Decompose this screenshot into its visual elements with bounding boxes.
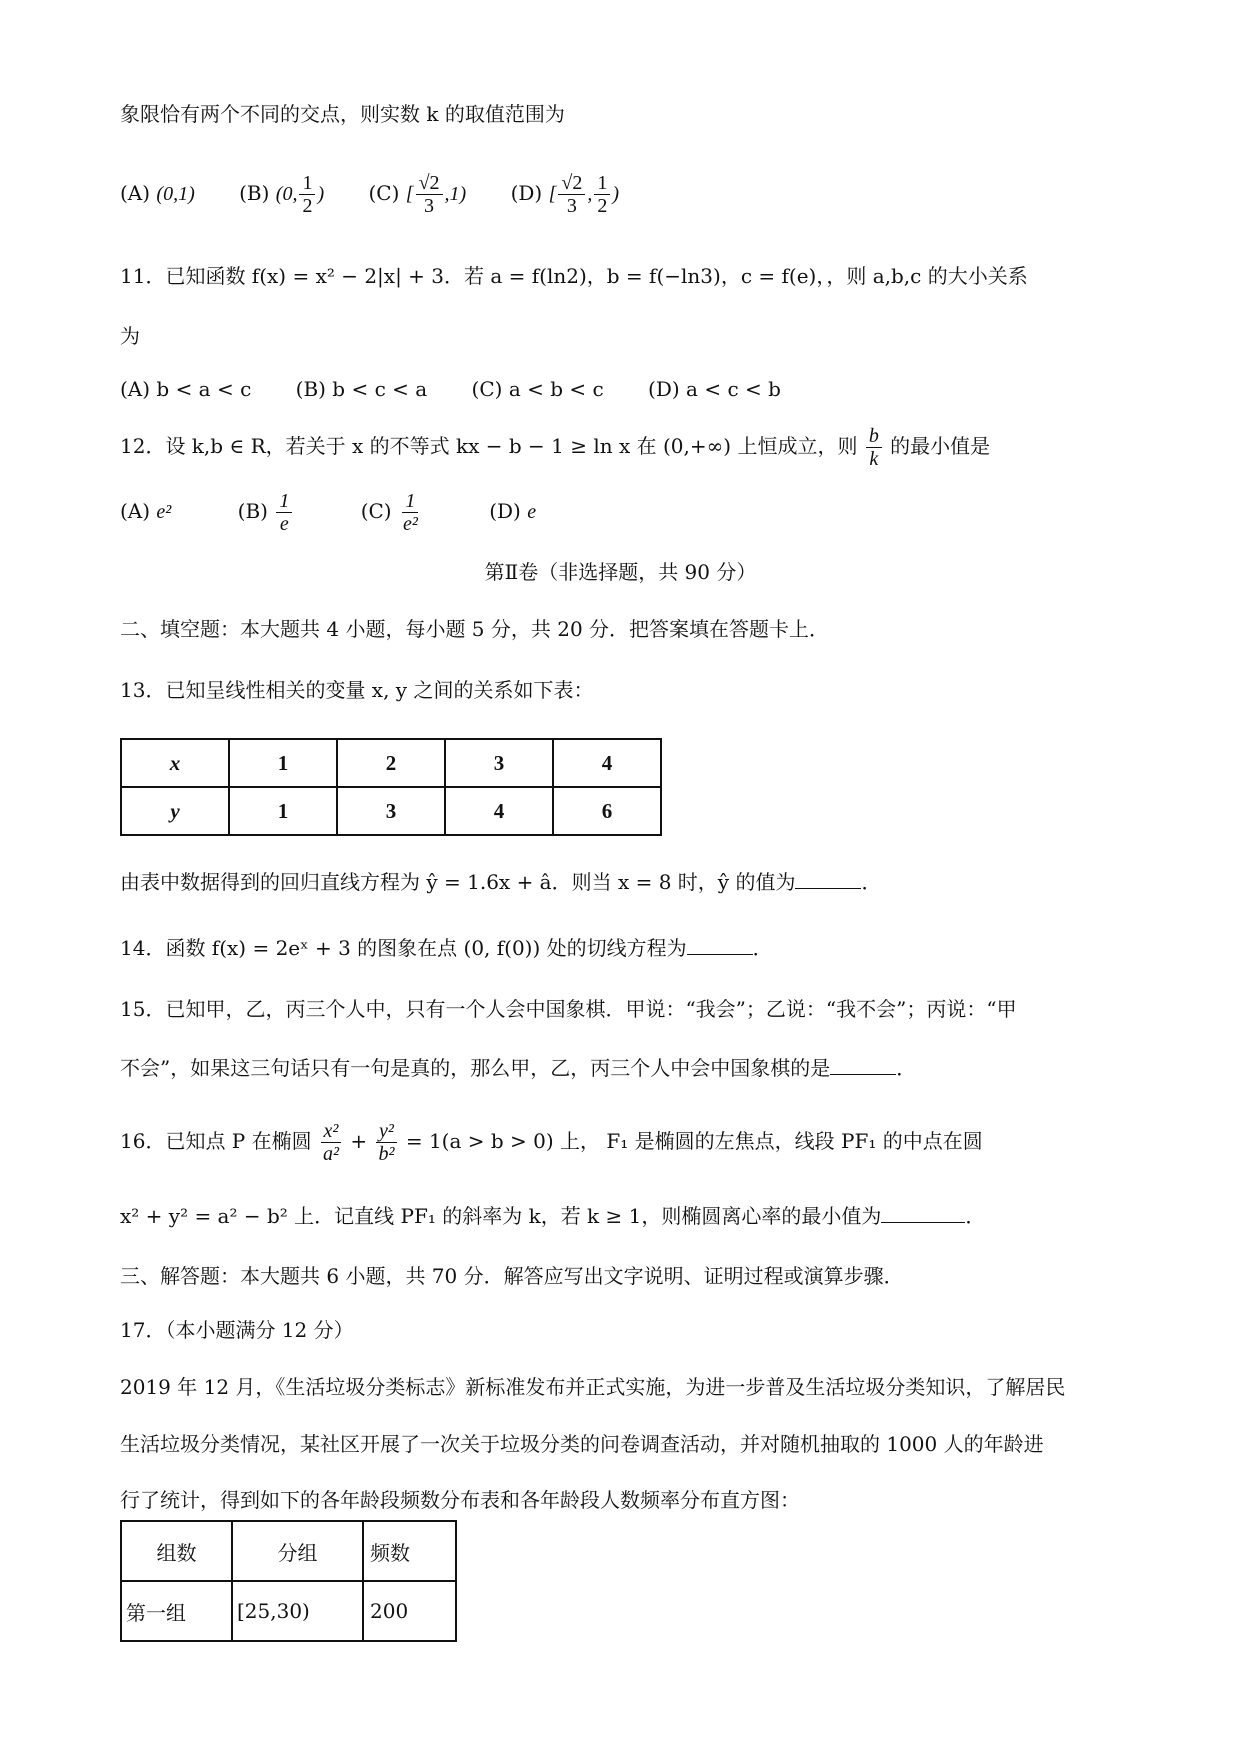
q12-stem: 12．设 k,b ∈ R，若关于 x 的不等式 kx − b − 1 ≥ ln x 在 (0,+∞) 上恒成立，则 $\frac{b}{k}$ 的最小值是	[120, 425, 991, 470]
q10-option-a: (A) (0,1)	[120, 181, 195, 205]
table-cell: 200	[363, 1581, 456, 1641]
part2-title: 第Ⅱ卷（非选择题，共 90 分）	[484, 560, 757, 584]
section2-heading: 二、填空题：本大题共 4 小题，每小题 5 分，共 20 分．把答案填在答题卡上．	[120, 617, 830, 641]
q13-table	[120, 738, 662, 836]
q17-title: 17．（本小题满分 12 分）	[120, 1318, 354, 1342]
table-cell: 4	[553, 739, 661, 787]
q12-option-c: (C) $\frac{1}{\text{e²}}$	[360, 490, 418, 535]
table-cell: 4	[445, 787, 553, 835]
q12-option-d: (D) e	[489, 499, 537, 523]
q15-stem-cont: 不会”，如果这三句话只有一句是真的，那么甲，乙，丙三个人中会中国象棋的是 ．	[120, 1056, 917, 1080]
q17-paragraph-2: 生活垃圾分类情况，某社区开展了一次关于垃圾分类的问卷调查活动，并对随机抽取的 1000 人的年龄进	[120, 1432, 1044, 1456]
table-cell: y	[121, 787, 229, 835]
table-row	[121, 739, 661, 787]
q11-stem: 11．已知函数 f(x) = x² − 2|x| + 3．若 a = f(ln2)，b = f(−ln3)，c = f(e)，，则 a,b,c 的大小关系	[120, 264, 1028, 288]
q11-option-a: (A) b < a < c	[120, 377, 252, 401]
q17-paragraph-1: 2019 年 12 月，《生活垃圾分类标志》新标准发布并正式实施，为进一步普及生活垃圾分类知识，了解居民	[120, 1375, 1066, 1399]
q13-stem: 13．已知呈线性相关的变量 x, y 之间的关系如下表：	[120, 678, 594, 702]
q10-stem-tail: 象限恰有两个不同的交点，则实数 k 的取值范围为	[120, 102, 565, 126]
table-cell: 3	[445, 739, 553, 787]
q11-options	[120, 375, 819, 403]
table-cell: [25,30)	[232, 1581, 363, 1641]
table-row	[121, 787, 661, 835]
table-cell: 2	[337, 739, 445, 787]
table-cell: 第一组	[121, 1581, 232, 1641]
table-header-row	[121, 1521, 456, 1581]
answer-blank	[687, 936, 753, 955]
q16-stem-cont: x² + y² = a² − b² 上．记直线 PF₁ 的斜率为 k，若 k ≥ 1，则椭圆离心率的最小值为 ．	[120, 1204, 986, 1228]
table-row	[121, 1581, 456, 1641]
table-cell: 1	[229, 739, 337, 787]
q15-stem: 15．已知甲，乙，丙三个人中，只有一个人会中国象棋．甲说：“我会”；乙说：“我不会”；丙说：“甲	[120, 997, 1017, 1021]
table-header: 组数	[121, 1521, 232, 1581]
table-cell: 6	[553, 787, 661, 835]
answer-blank	[830, 1056, 896, 1075]
q10-option-d: (D) [ $\frac{√2}{3}$ , $\frac{1}{2}$ )	[510, 172, 620, 217]
q14-stem: 14．函数 f(x) = 2eˣ + 3 的图象在点 (0, f(0)) 处的切线方程为 ．	[120, 936, 773, 960]
q13-regression: 由表中数据得到的回归直线方程为 ŷ = 1.6x + â．则当 x = 8 时，ŷ 的值为 ．	[120, 870, 882, 894]
q12-option-b: (B) $\frac{1}{e}$	[238, 490, 295, 535]
q11-stem-cont: 为	[120, 324, 140, 348]
answer-blank	[795, 870, 861, 889]
table-header: 频数	[363, 1521, 456, 1581]
answer-blank	[881, 1204, 965, 1223]
q11-option-c: (C) a < b < c	[471, 377, 604, 401]
q17-paragraph-3: 行了统计，得到如下的各年龄段频数分布表和各年龄段人数频率分布直方图：	[120, 1488, 800, 1512]
q10-options	[120, 172, 657, 217]
q16-stem: 16．已知点 P 在椭圆 $\frac{\text{x²}}{\text{a²}}$ + $\frac{\text{y²}}{\text{b²}}$ = 1(a > b > 0) 上， F₁ 是椭圆的左焦点，线段 PF₁ 的中点在圆	[120, 1120, 983, 1165]
table-cell: 1	[229, 787, 337, 835]
q12-options	[120, 490, 574, 535]
table-cell: x	[121, 739, 229, 787]
q12-option-a: (A) e²	[120, 499, 172, 523]
table-cell: 3	[337, 787, 445, 835]
q10-option-b: (B) (0, $\frac{1}{2}$ )	[239, 172, 325, 217]
section3-heading: 三、解答题：本大题共 6 小题，共 70 分．解答应写出文字说明、证明过程或演算步骤．	[120, 1264, 904, 1288]
table-header: 分组	[232, 1521, 363, 1581]
q11-option-b: (B) b < c < a	[295, 377, 428, 401]
q10-option-c: (C) [ $\frac{√2}{3}$ ,1)	[368, 172, 467, 217]
q11-option-d: (D) a < c < b	[648, 377, 781, 401]
q17-frequency-table	[120, 1520, 457, 1642]
